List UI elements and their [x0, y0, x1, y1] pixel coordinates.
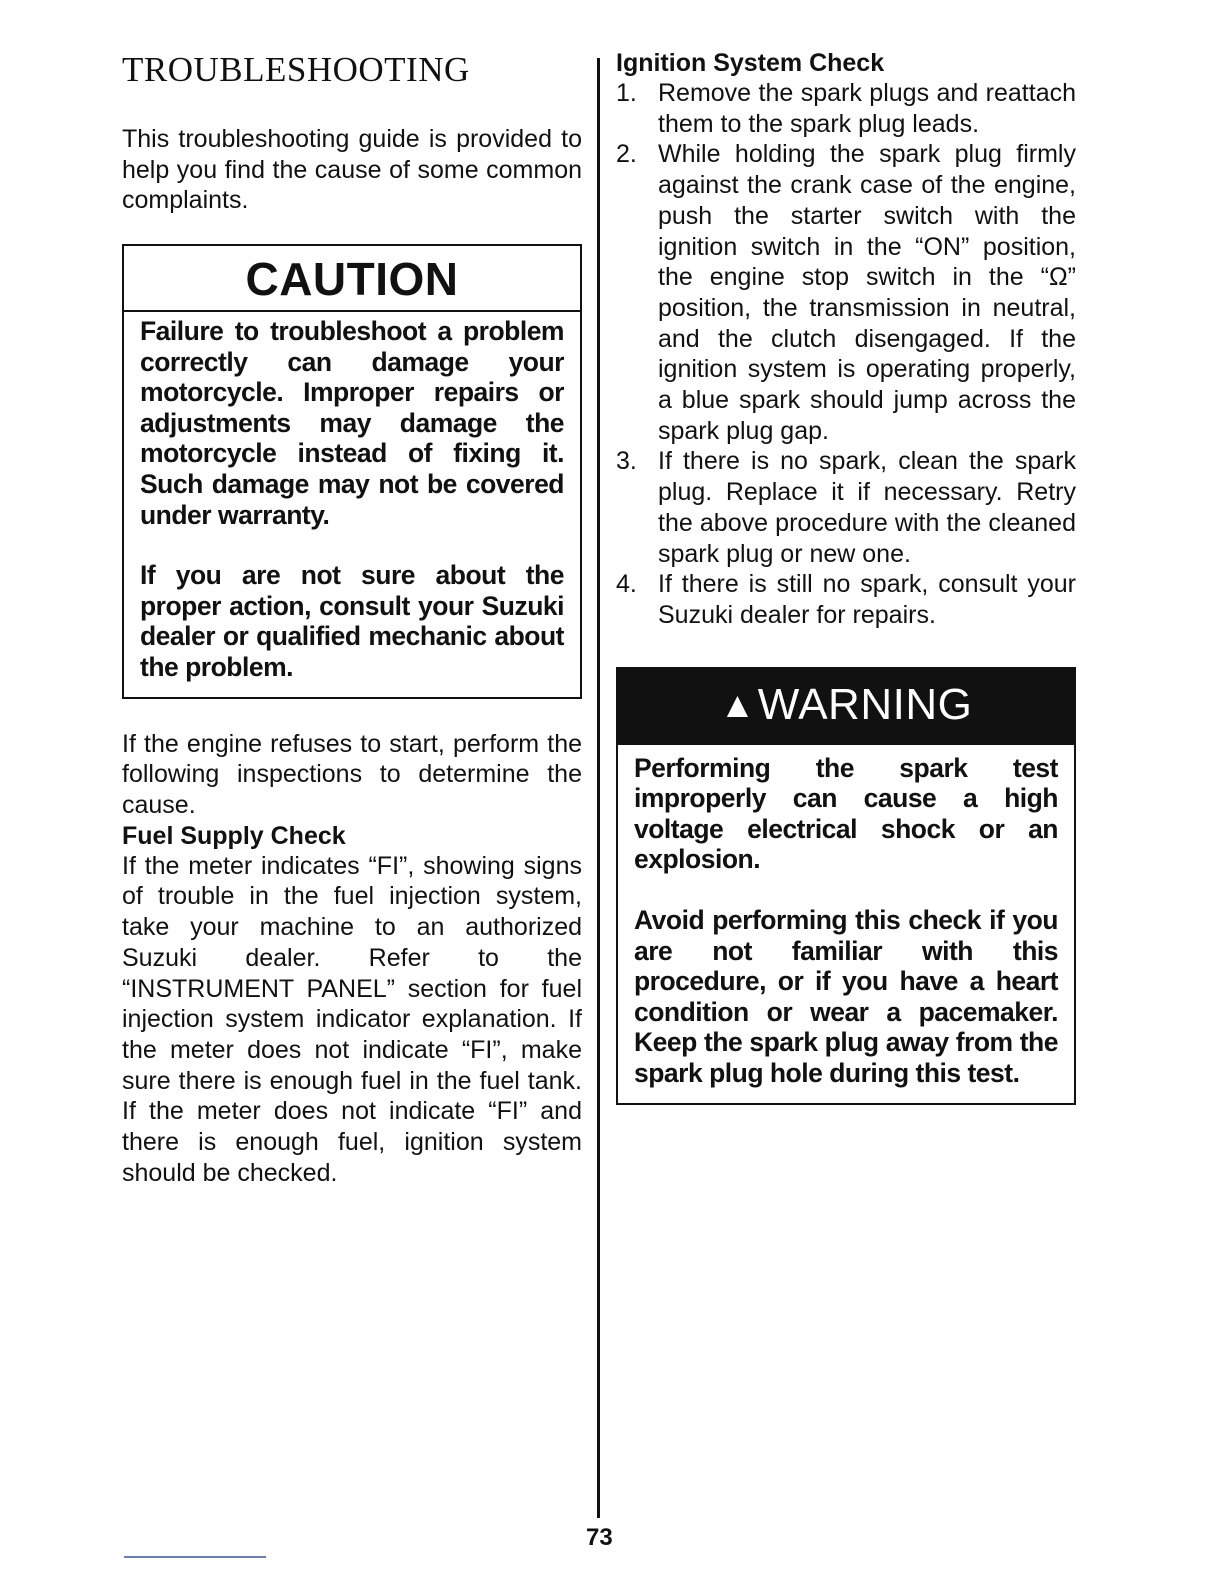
ignition-heading: Ignition System Check: [616, 49, 885, 77]
warning-text-2: Avoid performing this check if you are not familiar with this procedure, or if you have a heart condition or wear a pacemaker. Keep the spark plug away from the spark plug hole during this test.: [634, 905, 1058, 1088]
caution-text-1: Failure to troubleshoot a problem correctly can damage your motorcycle. Improper repairs or adjustments may damage the motorcycle instead of fixing it. Such damage may not be covered under warranty.: [140, 316, 564, 530]
right-column: [616, 48, 1076, 1105]
warning-header: [618, 669, 1074, 745]
page-number: 73: [586, 1524, 613, 1551]
inspection-intro: If the engine refuses to start, perform the following inspections to determine the cause.: [122, 729, 582, 820]
ignition-steps: [616, 78, 1076, 631]
list-item: 3. If there is no spark, clean the spark plug. Replace it if necessary. Retry the above procedure with the cleaned spark plug or new one.: [616, 447, 1076, 568]
caution-heading: CAUTION: [124, 246, 580, 312]
intro-text: This troubleshooting guide is provided to help you find the cause of some common complaints.: [122, 125, 582, 215]
caution-text-2: If you are not sure about the proper action, consult your Suzuki dealer or qualified mechanic about the problem.: [140, 560, 564, 683]
warning-heading: WARNING: [757, 679, 973, 729]
fuel-supply-heading: Fuel Supply Check: [122, 821, 346, 850]
warning-text-1: Performing the spark test improperly can cause a high voltage electrical shock or an explosion.: [634, 752, 1058, 875]
warning-triangle-icon: ▲: [719, 683, 756, 725]
page-title: TROUBLESHOOTING: [122, 50, 470, 89]
column-divider: [597, 58, 600, 1518]
left-column: [122, 48, 582, 1188]
list-item: 1. Remove the spark plugs and reattach them to the spark plug leads.: [616, 79, 1076, 138]
fuel-supply-text: If the meter indicates “FI”, showing signs of trouble in the fuel injection system, take your machine to an authorized Suzuki dealer. Refer to the “INSTRUMENT PANEL” section for fuel injection system indicator explanation. If the meter does not indicate “FI”, make sure there is enough fuel in the fuel tank. If the meter does not indicate “FI” and there is enough fuel, ignition system should be checked.: [122, 851, 582, 1187]
list-item: 4. If there is still no spark, consult your Suzuki dealer for repairs.: [616, 570, 1076, 629]
caution-box: [122, 244, 582, 699]
list-item: 2. While holding the spark plug firmly against the crank case of the engine, push the starter switch with the ignition switch in the “ON” position, the engine stop switch in the “Ω” position, the transmission in neutral, and the clutch disengaged. If the ignition system is operating properly, a blue spark should jump across the spark plug gap.: [616, 140, 1076, 445]
footer-rule: [124, 1556, 266, 1558]
warning-box: [616, 667, 1076, 1105]
